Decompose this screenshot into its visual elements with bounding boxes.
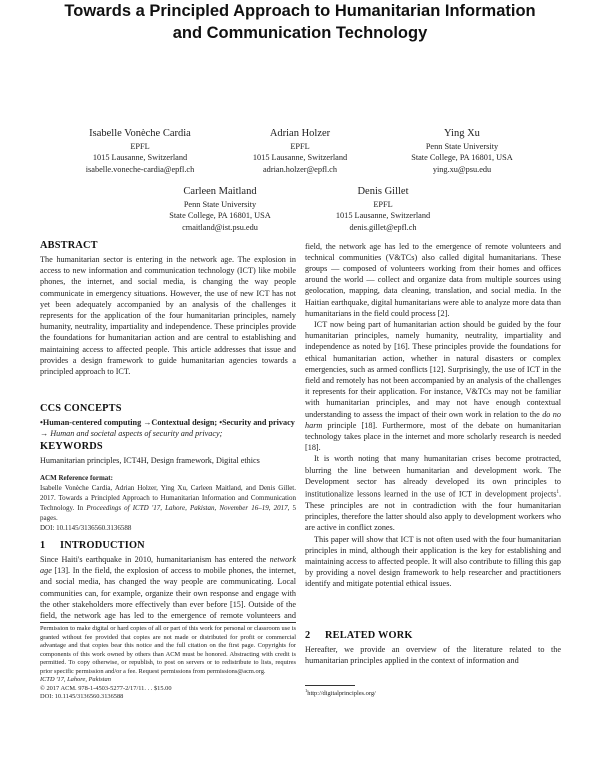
author-email[interactable]: adrian.holzer@epfl.ch bbox=[263, 164, 337, 174]
related-work-heading: RELATED WORK bbox=[325, 630, 413, 641]
introduction-continued bbox=[305, 240, 561, 622]
author-name: Denis Gillet bbox=[357, 186, 409, 197]
author-address: State College, PA 16801, USA bbox=[169, 211, 271, 221]
footnote-mark: 1 bbox=[305, 688, 308, 693]
ccs-concepts: •Human-centered computing →Contextual design; •Security and privacy → bbox=[40, 418, 295, 439]
acm-reference-heading: ACM Reference format: bbox=[40, 474, 113, 482]
author-block bbox=[283, 185, 483, 233]
author-affiliation: EPFL bbox=[373, 200, 393, 209]
acm-reference bbox=[40, 473, 296, 533]
footnote-marker[interactable]: 1 bbox=[556, 489, 559, 495]
author-email[interactable]: denis.gillet@epfl.ch bbox=[349, 222, 417, 232]
author-email[interactable]: cmaitland@ist.psu.edu bbox=[182, 222, 258, 232]
author-name: Adrian Holzer bbox=[269, 128, 331, 139]
abstract-heading: ABSTRACT bbox=[40, 240, 98, 251]
paper-title bbox=[0, 0, 600, 44]
author-address: 1015 Lausanne, Switzerland bbox=[92, 153, 188, 163]
title-line: Towards a Principled Approach to Humanitarian Information bbox=[64, 2, 536, 20]
author-name: Carleen Maitland bbox=[183, 186, 257, 197]
author-name: Isabelle Vonèche Cardia bbox=[89, 128, 191, 139]
introduction-paragraph bbox=[305, 240, 561, 319]
acm-reference-pages: 5 pages. bbox=[40, 504, 296, 522]
author-affiliation: EPFL bbox=[290, 142, 310, 151]
intro-text: ICT now being part of humanitarian action should be guided by the four humanitarian principles, namely humanity, neutrality, impartiality and independence as noted by [16]. These principles provide the foundations for ethical humanitarian action, whether in natural disasters or complex emergencies, such as armed conflicts [12]. Surprisingly, the use of ICT in the field and remotely has not been accompanied by an analysis of the challenges it represents for their application. For instance, V&TCs may not be familiar with humanitarian principles, and may not have enough contextual understanding to assess the impact of their own work in relation to the bbox=[305, 319, 561, 419]
permission-text: Permission to make digital or hard copies of all or part of this work for personal or classroom use is granted without fee provided that copies are not made or distributed for profit or commercial advantage and that copies bear this notice and the full citation on the first page. Copyrights for components of this work owned by others than ACM must be honored. Abstracting with credit is permitted. To copy otherwise, or republish, to post on servers or to redistribute to lists, requires prior specific permission and/or a fee. Request permissions from permissions@acm.org. bbox=[40, 625, 296, 675]
intro-text: Since Haiti's earthquake in 2010, humanitarianism has entered the bbox=[40, 555, 270, 564]
keywords-heading: KEYWORDS bbox=[40, 441, 103, 452]
section-number: 1 bbox=[40, 540, 46, 551]
title-line: and Communication Technology bbox=[172, 24, 428, 42]
related-work-text: Hereafter, we provide an overview of the literature related to the humanitarian principles applied in the context of information and bbox=[305, 645, 561, 666]
acm-reference-venue: Proceedings of ICTD '17, Lahore, Pakistan, November 16–19, 2017, bbox=[86, 504, 290, 512]
author-address: State College, PA 16801, USA bbox=[411, 153, 513, 163]
footnote-rule bbox=[40, 622, 296, 623]
intro-text: principle [18]. Furthermore, most of the debate on humanitarian technology takes place in the internet and more scholarly research is needed [18]. bbox=[305, 420, 561, 453]
ccs-section bbox=[40, 403, 296, 439]
introduction-paragraph bbox=[40, 554, 296, 620]
permission-doi: DOI: 10.1145/3136560.3136588 bbox=[40, 693, 124, 700]
acm-reference-doi: DOI: 10.1145/3136560.3136588 bbox=[40, 524, 132, 532]
introduction-paragraph bbox=[305, 453, 561, 533]
intro-emphasis: network age bbox=[40, 555, 296, 576]
introduction-paragraph bbox=[305, 319, 561, 453]
related-work-section bbox=[305, 630, 561, 666]
ccs-concepts-italic: Human and societal aspects of security and privacy; bbox=[50, 429, 223, 439]
intro-text: [13]. In the field, the explosion of access to mobile phones, the internet, and social media, has changed the way people are communicating. Local communities can, for example, organize their own response and engage with the other stakeholders more effectively than ever before [15]. Outside of the field, the network age has led to the emergence of remote volunteers and bbox=[40, 566, 296, 620]
intro-text: It is worth noting that many humanitarian crises become protracted, blurring the line between humanitarian and development work. The Development sector has already developed its own principles to institutionalize lessons learned in the use of ICT in development projects bbox=[305, 454, 561, 499]
author-block bbox=[362, 127, 562, 175]
author-name: Ying Xu bbox=[444, 128, 480, 139]
footnote bbox=[305, 688, 376, 697]
author-affiliation: Penn State University bbox=[425, 142, 499, 151]
author-address: 1015 Lausanne, Switzerland bbox=[335, 211, 431, 221]
introduction-paragraph: This paper will show that ICT is not often used with the four humanitarian principles in mind, although their application is the key for establishing and maintaining access to affected people. It will also contribute to filling this gap by providing a novel design framework to help researcher and practitioners identify and mitigate potential ethical issues. bbox=[305, 534, 561, 589]
author-address: 1015 Lausanne, Switzerland bbox=[252, 153, 348, 163]
introduction-heading: INTRODUCTION bbox=[60, 540, 145, 551]
permission-copyright: © 2017 ACM. 978-1-4503-5277-2/17/11. . . $15.00 bbox=[40, 684, 172, 692]
intro-text: . These principles are not in contradiction with the four humanitarian principles, therefore the latter should also apply to development workers who are active in conflict zones. bbox=[305, 489, 561, 533]
footnote-link[interactable]: http://digitalprinciples.org/ bbox=[307, 690, 376, 698]
section-number: 2 bbox=[305, 630, 311, 641]
introduction-section bbox=[40, 540, 296, 620]
author-email[interactable]: ying.xu@psu.edu bbox=[432, 164, 492, 174]
acm-reference-text: Isabelle Vonèche Cardia, Adrian Holzer, Ying Xu, Carleen Maitland, and Denis Gillet. 2017. Towards a Principled Approach to Humanitarian Information and Communication Technology. In bbox=[40, 484, 296, 512]
permission-venue: ICTD '17, Lahore, Pakistan bbox=[40, 676, 111, 683]
intro-text: field, the network age has led to the emergence of remote volunteers and technical communities (V&TCs) also called digital humanitarians. These groups — composed of volunteers working from their homes and offices around the world — collect and organize data from multiple sources using geolocation, mapping, data cleaning, translation, and social media. In the Haitian earthquake, digital humanitarians were able to analyze more data than humanitarians in the field could process [2]. bbox=[305, 241, 561, 318]
author-affiliation: EPFL bbox=[130, 142, 150, 151]
permission-block bbox=[40, 625, 296, 702]
ccs-heading: CCS CONCEPTS bbox=[40, 403, 122, 414]
keywords-section bbox=[40, 441, 296, 466]
abstract-section bbox=[40, 240, 296, 377]
intro-emphasis: do no harm bbox=[305, 409, 561, 430]
author-affiliation: Penn State University bbox=[183, 200, 257, 209]
footnote-rule bbox=[305, 685, 355, 686]
abstract-text: The humanitarian sector is entering in the network age. The explosion in access to new information and communication technology (ICT) like mobile phones, the internet, and social media, is changing the way people communicate in emergency situations. However, the use of new ICT has not yet been adequately accompanied by an analysis of the challenges it represents for the application of the four humanitarian principles, namely humanity, neutrality, impartiality and independence. These principles provide the foundations for humanitarian action and are central to establishing and maintaining access to affected people. This article addresses that issue and provides a design framework to guide humanitarian agencies towards a principled approach to ICT. bbox=[40, 255, 296, 377]
author-email[interactable]: isabelle.voneche-cardia@epfl.ch bbox=[85, 164, 195, 174]
keywords-text: Humanitarian principles, ICT4H, Design framework, Digital ethics bbox=[40, 456, 260, 465]
